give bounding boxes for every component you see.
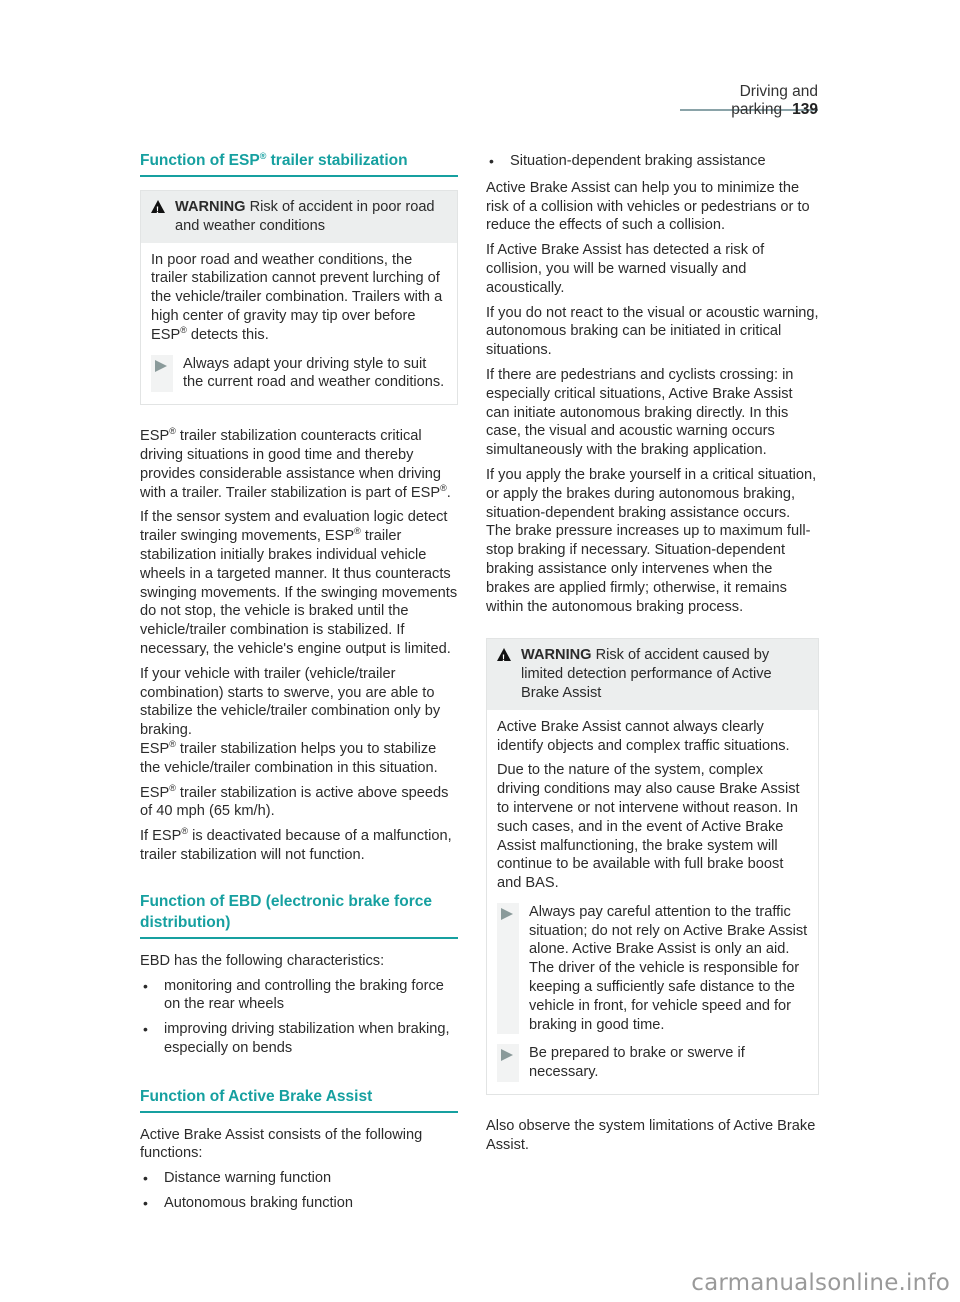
bullet-list [140, 1169, 458, 1213]
warning-header: ! WARNING Risk of accident in poor road and weather conditions [141, 191, 457, 243]
paragraph: Also observe the system limitations of Active Brake Assist. [486, 1118, 816, 1153]
paragraph: ESP® trailer stabilization helps you to stabilize the vehicle/trailer combination in this situation. [140, 738, 438, 776]
warning-body: In poor road and weather conditions, the trailer stabilization cannot prevent lurching of the vehicle/trailer combination. Trailers with a high center of gravity may tip over before ESP® detects this. Always adapt your driving style to suit the current road and weather conditions. [141, 243, 457, 405]
paragraph: If you do not react to the visual or acoustic warning, autonomous braking can be initiated in critical situations. [486, 304, 819, 359]
list-item: • monitoring and controlling the braking force on the rear wheels [140, 977, 458, 1015]
paragraph: If your vehicle with trailer (vehicle/trailer combination) starts to swerve, you are able to stabilize the vehicle/trailer combination only by braking. [140, 665, 441, 739]
bullet-list [140, 977, 458, 1058]
paragraph: Active Brake Assist can help you to minimize the risk of a collision with vehicles or pedestrians or to reduce the effects of such a collision. [486, 179, 810, 234]
warning-triangle-icon [151, 200, 165, 213]
section-name: Driving and parking [731, 83, 818, 118]
action-item: Always adapt your driving style to suit the current road and weather conditions. [151, 355, 447, 393]
running-header [680, 83, 818, 118]
heading-active-brake-assist: Function of Active Brake Assist [140, 1086, 458, 1113]
paragraph: EBD has the following characteristics: [140, 952, 385, 969]
action-arrow-icon [151, 355, 173, 393]
right-column [486, 150, 819, 1161]
paragraph: ESP® trailer stabilization is active above speeds of 40 mph (65 km/h). [140, 782, 449, 820]
left-column [140, 150, 458, 1221]
warning-box-road-conditions [140, 190, 458, 405]
warning-header: ! WARNING Risk of accident caused by limited detection performance of Active Brake Assist [487, 639, 818, 709]
warning-box-detection [486, 638, 819, 1095]
heading-esp-trailer: Function of ESP® trailer stabilization [140, 150, 458, 177]
page-number: 139 [792, 101, 818, 118]
list-item: • Distance warning function [140, 1169, 458, 1188]
action-arrow-icon [497, 903, 519, 1035]
warning-body: Active Brake Assist cannot always clearly identify objects and complex traffic situations. Due to the nature of the system, complex driving conditions may also cause Brake Assist to intervene or not intervene without reason. In such cases, and in the event of Active Brake Assist malfunctioning, the brake system will continue to be available with full brake boost and BAS. Always pay careful attention to the traffic situation; do not rely on Active Brake Assist alone. Active Brake Assist is only an aid. The driver of the vehicle is responsible for keeping a sufficiently safe distance to the vehicle in front, for vehicle speed and for braking in good time. Be prepared to brake or swerve if necessary. [497, 718, 808, 1081]
paragraph: If you apply the brake yourself in a critical situation, or apply the brakes during autonomous braking, situation-dependent braking assistance occurs. The brake pressure increases up to maximum full-stop braking if necessary. Situation-dependent braking assistance only intervenes when the brakes are applied firmly; otherwise, it remains within the autonomous braking process. [486, 466, 817, 615]
watermark-link[interactable]: carmanualsonline.info [691, 1270, 950, 1296]
list-item: • Autonomous braking function [140, 1194, 458, 1213]
action-arrow-icon [497, 1044, 519, 1082]
bullet-list [486, 152, 819, 171]
list-item: • Situation-dependent braking assistance [486, 152, 819, 171]
warning-triangle-icon [497, 648, 511, 661]
paragraph: ESP® trailer stabilization counteracts critical driving situations in good time and thereby provides considerable assistance when driving with a trailer. Trailer stabilization is part of ESP®. [140, 426, 451, 501]
action-item: Always pay careful attention to the traffic situation; do not rely on Active Brake Assist alone. Active Brake Assist is only an aid. The driver of the vehicle is responsible for keeping a sufficiently safe distance to the vehicle in front, for vehicle speed and for braking in good time. [497, 903, 808, 1035]
paragraph: Active Brake Assist consists of the following functions: [140, 1126, 423, 1162]
list-item: • improving driving stabilization when braking, especially on bends [140, 1020, 458, 1058]
paragraph: If Active Brake Assist has detected a risk of collision, you will be warned visually and acoustically. [486, 242, 765, 296]
paragraph: If ESP® is deactivated because of a malfunction, trailer stabilization will not function. [140, 826, 452, 863]
paragraph: If there are pedestrians and cyclists crossing: in especially critical situations, Active Brake Assist can initiate autonomous braking directly. In this case, the visual and acoustic warning occurs simultaneously with the braking application. [486, 366, 794, 459]
paragraph: If the sensor system and evaluation logic detect trailer swinging movements, ESP® trailer stabilization initially brakes individual vehicle wheels in a targeted manner. It thus counteracts swinging movements. If the swinging movements do not stop, the vehicle is braked until the vehicle/trailer combination is stabilized. If necessary, the vehicle's engine output is limited. [140, 509, 458, 657]
heading-ebd: Function of EBD (electronic brake force distribution) [140, 891, 458, 939]
action-item: Be prepared to brake or swerve if necessary. [497, 1044, 808, 1082]
